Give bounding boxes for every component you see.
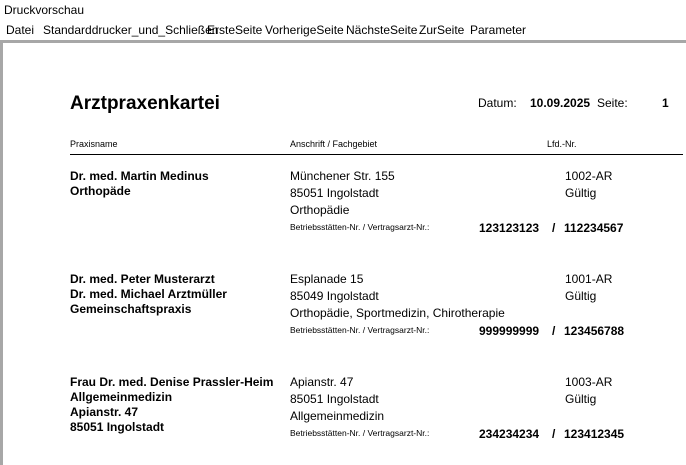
- number-separator: /: [552, 221, 556, 235]
- betriebsstaetten-nr: 123123123: [479, 221, 540, 235]
- record-card: [3, 272, 686, 362]
- lfd-number: 1002-AR: [565, 169, 613, 183]
- menu-parameter[interactable]: Parameter: [470, 23, 527, 37]
- vertragsarzt-nr: 123456788: [564, 324, 625, 338]
- practice-name-line: Frau Dr. med. Denise Prassler-Heim: [70, 375, 274, 389]
- practice-name-line: 85051 Ingolstadt: [70, 420, 165, 434]
- lfd-number: 1003-AR: [565, 375, 613, 389]
- page-number: 1: [662, 96, 669, 110]
- date-value: 10.09.2025: [530, 96, 591, 110]
- practice-name-line: Allgemeinmedizin: [70, 390, 173, 404]
- address-line: 85051 Ingolstadt: [290, 392, 379, 406]
- report-title: Arztpraxenkartei: [70, 93, 220, 114]
- record-card: [3, 169, 686, 259]
- address-line: Münchener Str. 155: [290, 169, 395, 183]
- practice-name-line: Dr. med. Peter Musterarzt: [70, 272, 215, 286]
- date-label: Datum:: [478, 96, 517, 110]
- practice-name-line: Orthopäde: [70, 184, 131, 198]
- practice-name-line: Gemeinschaftspraxis: [70, 302, 192, 316]
- status-value: Gültig: [565, 186, 597, 200]
- menu-bar: [0, 21, 686, 40]
- menu-vorherige-seite[interactable]: VorherigeSeite: [265, 23, 344, 37]
- address-line: Esplanade 15: [290, 272, 364, 286]
- vertragsarzt-nr: 112234567: [564, 221, 624, 235]
- menu-naechste-seite[interactable]: NächsteSeite: [346, 23, 418, 37]
- menu-zur-seite[interactable]: ZurSeite: [419, 23, 465, 37]
- menu-standarddrucker-schliessen[interactable]: Standarddrucker_und_Schließen: [43, 23, 219, 37]
- practice-name-line: Apianstr. 47: [70, 405, 139, 419]
- address-line: Apianstr. 47: [290, 375, 354, 389]
- address-line: 85051 Ingolstadt: [290, 186, 379, 200]
- page-label: Seite:: [597, 96, 628, 110]
- betriebsstaetten-nr: 999999999: [479, 324, 540, 338]
- column-header-anschrift: Anschrift / Fachgebiet: [290, 139, 378, 149]
- menu-datei[interactable]: Datei: [6, 23, 35, 37]
- column-header-lfd-nr: Lfd.-Nr.: [547, 139, 577, 149]
- column-header-praxisname: Praxisname: [70, 139, 118, 149]
- number-separator: /: [552, 324, 556, 338]
- betriebsstaetten-nr: 234234234: [479, 427, 540, 441]
- window-title: Druckvorschau: [0, 0, 686, 20]
- specialty-line: Orthopädie: [290, 203, 350, 217]
- menu-erste-seite[interactable]: ErsteSeite: [207, 23, 263, 37]
- record-card: [3, 375, 686, 465]
- lfd-number: 1001-AR: [565, 272, 613, 286]
- bs-va-label: Betriebsstätten-Nr. / Vertragsarzt-Nr.:: [290, 325, 430, 335]
- number-separator: /: [552, 427, 556, 441]
- bs-va-label: Betriebsstätten-Nr. / Vertragsarzt-Nr.:: [290, 428, 430, 438]
- status-value: Gültig: [565, 392, 597, 406]
- header-divider: [70, 154, 683, 155]
- practice-name-line: Dr. med. Michael Arztmüller: [70, 287, 227, 301]
- bs-va-label: Betriebsstätten-Nr. / Vertragsarzt-Nr.:: [290, 222, 430, 232]
- specialty-line: Orthopädie, Sportmedizin, Chirotherapie: [290, 306, 505, 320]
- specialty-line: Allgemeinmedizin: [290, 409, 385, 423]
- status-value: Gültig: [565, 289, 597, 303]
- practice-name-line: Dr. med. Martin Medinus: [70, 169, 209, 183]
- vertragsarzt-nr: 123412345: [564, 427, 625, 441]
- preview-page: [3, 43, 686, 465]
- address-line: 85049 Ingolstadt: [290, 289, 379, 303]
